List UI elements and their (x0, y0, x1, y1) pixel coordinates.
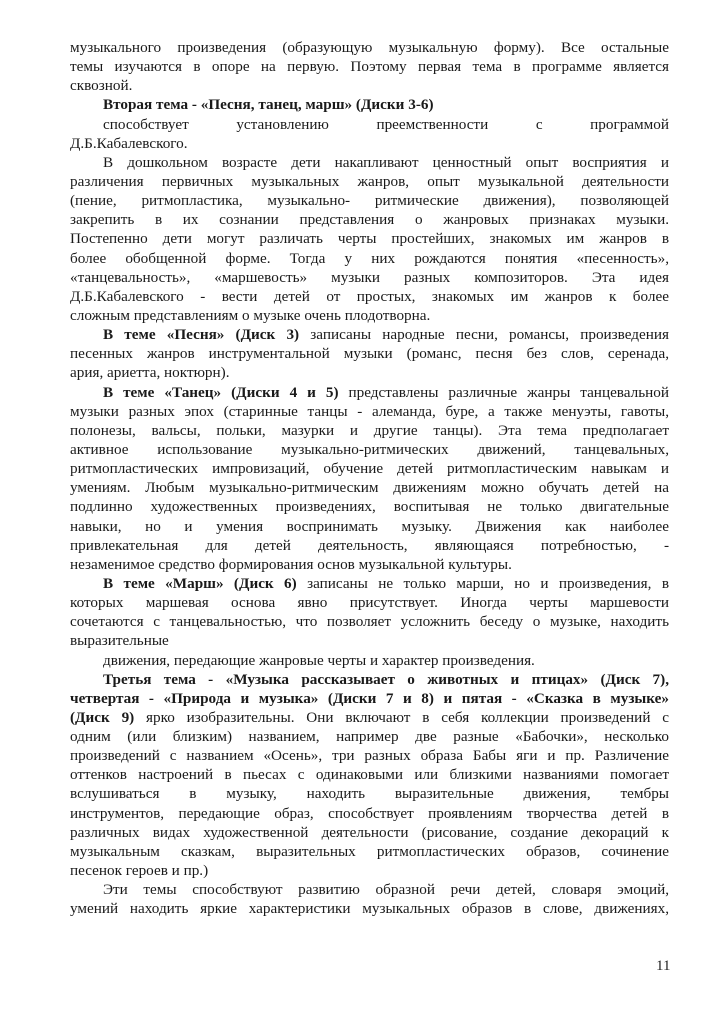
line-text: которых маршевая основа явно присутствует. Иногда черты маршевости (70, 594, 669, 612)
bold-heading: В теме «Песня» (Диск 3) (103, 326, 300, 344)
line-text: Эти темы способствуют развитию образной речи детей, словаря эмоций, (103, 881, 669, 899)
text-line (70, 689, 669, 708)
line-text: привлекательная для детей деятельность, являющаяся потребностью, - (70, 536, 669, 554)
line-text: подлинно художественных произведениях, воспитывая не только двигательные (70, 498, 669, 516)
line-text: произведений с названием «Осень», три разных образа Бабы яги и пр. Различение (70, 747, 669, 765)
line-text: Д.Б.Кабалевского. (70, 134, 188, 152)
line-text: музыкального произведения (образующую музыкальную форму). Все остальные (70, 39, 669, 56)
line-text: навыки, но и умения воспринимать музыку. Движения как наиболее (70, 517, 669, 535)
bold-heading: Вторая тема - «Песня, танец, марш» (Диски 3-6) (103, 96, 434, 114)
line-text: записаны не только марши, но и произведения, в (296, 574, 669, 592)
line-text: музыки разных эпох (старинные танцы - алеманда, буре, а также менуэты, гавоты, (70, 402, 669, 420)
line-text: незаменимое средство формирования основ музыкальной культуры. (70, 555, 512, 573)
text-line (70, 784, 669, 803)
text-line (70, 421, 669, 440)
text-line (70, 861, 669, 880)
text-line (70, 134, 669, 153)
text-line (70, 115, 669, 134)
text-line (70, 344, 669, 363)
line-text: сочетаются с танцевальностью, что позволяет усложнить беседу о музыке, находить (70, 613, 669, 631)
line-text: Постепенно дети могут различать черты простейших, знакомых им жанров в (70, 230, 669, 248)
line-text: активное использование музыкально-ритмических движений, танцевальных, (70, 440, 669, 458)
line-text: темы изучаются в опоре на первую. Поэтому первая тема в программе является (70, 58, 669, 76)
paragraph (70, 38, 669, 95)
text-line (70, 38, 669, 57)
line-text: умений находить яркие характеристики музыкальных образов в слове, движениях, (70, 900, 669, 918)
line-text: сквозной. (70, 77, 133, 95)
text-line (70, 574, 669, 593)
text-line (70, 268, 669, 287)
line-text: «танцевальность», «маршевость» музыки разных композиторов. Эта идея (70, 268, 669, 286)
line-text: оттенков настроений в пьесах с одинаковыми или близкими названиями помогает (70, 766, 669, 784)
text-line (70, 363, 669, 382)
line-text: ария, ариетта, ноктюрн). (70, 364, 230, 382)
paragraph (70, 325, 669, 382)
line-text: песенок героев и пр.) (70, 862, 209, 880)
paragraph (70, 880, 669, 918)
text-line (70, 383, 669, 402)
text-line (70, 229, 669, 248)
body-text (70, 38, 669, 918)
text-line (70, 249, 669, 268)
text-line (70, 440, 669, 459)
text-line (70, 76, 669, 95)
text-line (70, 842, 669, 861)
page-number: 11 (656, 958, 671, 974)
paragraph (70, 95, 669, 152)
line-text: инструментов, передающие образ, способствует проявлениям творчества детей в (70, 804, 669, 822)
text-line (70, 191, 669, 210)
text-line (70, 210, 669, 229)
text-line (70, 497, 669, 516)
text-line (70, 325, 669, 344)
text-line (70, 899, 669, 918)
text-line (70, 651, 669, 670)
line-text: движения, передающие жанровые черты и характер произведения. (103, 651, 535, 669)
bold-heading: четвертая - «Природа и музыка» (Диски 7 и 8) и пятая - «Сказка в музыке» (70, 689, 669, 707)
text-line (70, 287, 669, 306)
line-text: одним (или близким) названием, например две разные «Бабочки», несколько (70, 728, 669, 746)
bold-heading: Третья тема - «Музыка рассказывает о животных и птицах» (Диск 7), (103, 670, 669, 688)
line-text: сложным представлениям о музыке очень плодотворна. (70, 306, 431, 324)
text-line (70, 593, 669, 612)
bold-heading: В теме «Марш» (Диск 6) (103, 574, 297, 592)
text-line (70, 306, 669, 325)
line-text: (пение, ритмопластика, музыкально- ритмические движения), позволяющей (70, 192, 669, 210)
text-line (70, 708, 669, 727)
text-line (70, 57, 669, 76)
line-text: закрепить в их сознании представления о жанровых признаках музыки. (70, 211, 669, 229)
line-text: более обобщенной форме. Тогда у них рождаются понятия «песенность», (70, 249, 669, 267)
paragraph (70, 651, 669, 670)
line-text: различения первичных музыкальных жанров, опыт музыкальной деятельности (70, 172, 669, 190)
paragraph (70, 574, 669, 651)
bold-heading: (Диск 9) (70, 708, 135, 726)
text-line (70, 823, 669, 842)
text-line (70, 95, 669, 114)
line-text: музыкальным сказкам, выразительных ритмопластических образов, сочинение (70, 842, 669, 860)
line-text: В дошкольном возрасте дети накапливают ценностный опыт восприятия и (103, 153, 669, 171)
text-line (70, 172, 669, 191)
line-text: различных видах художественной деятельности (рисование, создание декораций к (70, 823, 669, 841)
line-text: умениям. Любым музыкально-ритмическим движениям можно обучать детей на (70, 479, 669, 497)
text-line (70, 727, 669, 746)
text-line (70, 555, 669, 574)
text-line (70, 880, 669, 899)
line-text: вслушиваться в музыку, находить выразительные движения, тембры (70, 785, 669, 803)
line-text: ярко изобразительны. Они включают в себя коллекции произведений с (134, 708, 670, 726)
text-line (70, 631, 669, 650)
text-line (70, 478, 669, 497)
text-line (70, 765, 669, 784)
line-text: ритмопластических импровизаций, обучение детей ритмопластическим навыкам и (70, 460, 669, 478)
paragraph (70, 153, 669, 325)
line-text: записаны народные песни, романсы, произведения (299, 326, 670, 344)
text-line (70, 459, 669, 478)
line-text: представлены различные жанры танцевальной (338, 383, 670, 401)
text-line (70, 517, 669, 536)
paragraph (70, 670, 669, 881)
text-line (70, 804, 669, 823)
text-line (70, 670, 669, 689)
text-line (70, 746, 669, 765)
text-line (70, 153, 669, 172)
text-line (70, 612, 669, 631)
line-text: Д.Б.Кабалевского - вести детей от простых, знакомых им жанров к более (70, 287, 669, 305)
line-text: выразительные (70, 632, 169, 650)
text-line (70, 402, 669, 421)
line-text: песенных жанров инструментальной музыки (романс, песня без слов, серенада, (70, 345, 669, 363)
paragraph (70, 383, 669, 574)
bold-heading: В теме «Танец» (Диски 4 и 5) (103, 383, 339, 401)
line-text: способствует установлению преемственности с программой (103, 115, 669, 133)
line-text: полонезы, вальсы, польки, мазурки и другие танцы). Эта тема предполагает (70, 421, 669, 439)
text-line (70, 536, 669, 555)
